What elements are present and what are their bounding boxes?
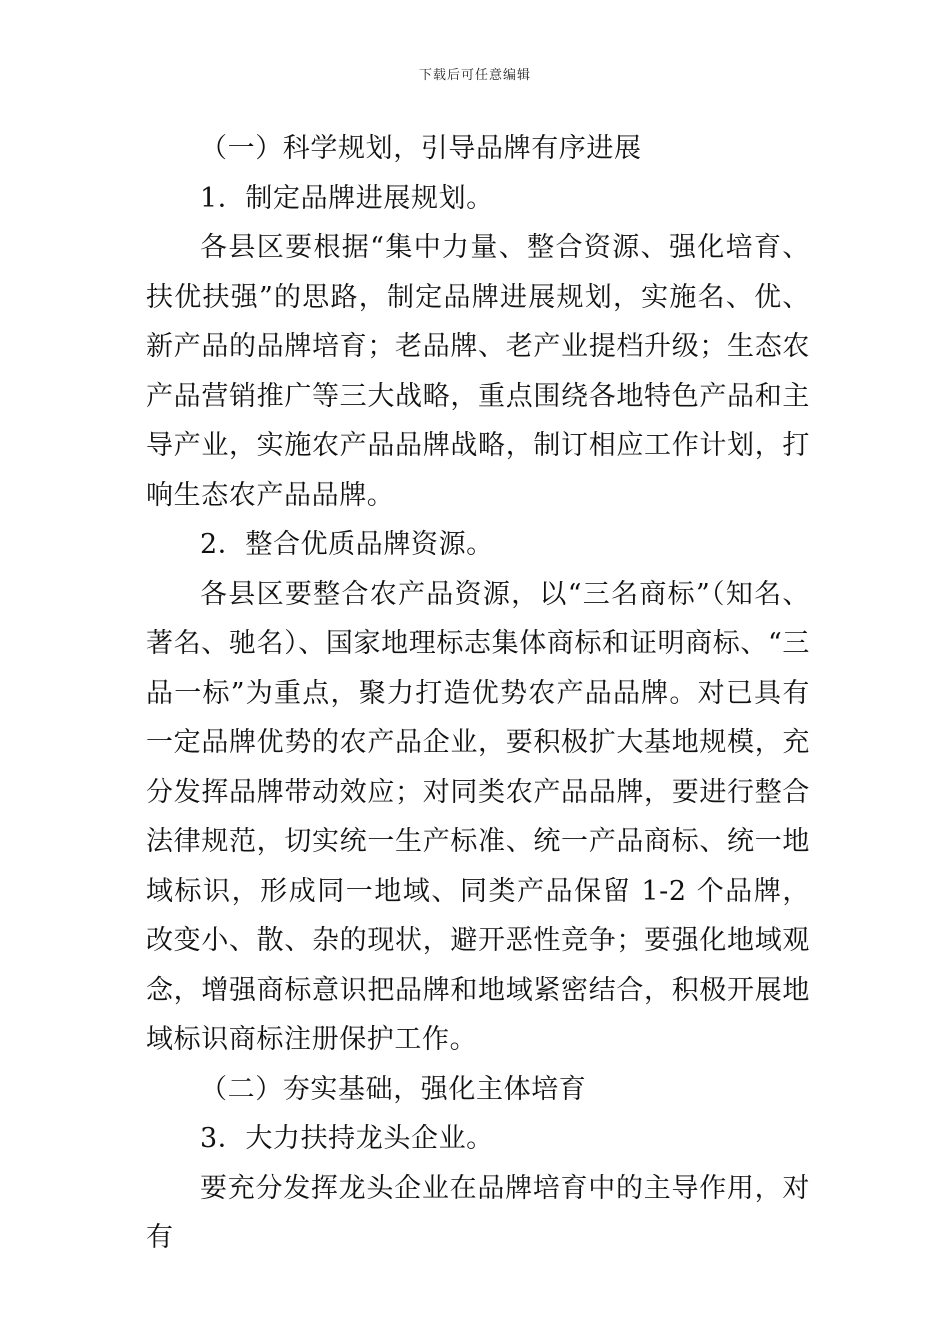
section-heading-1: （一）科学规划，引导品牌有序进展	[200, 133, 642, 164]
subheading-1: 1．制定品牌进展规划。	[200, 182, 494, 214]
subheading-3: 3．大力扶持龙头企业。	[200, 1123, 494, 1154]
document-body	[146, 124, 810, 1263]
paragraph-1: 各县区要根据“集中力量、整合资源、强化培育、扶优扶强”的思路，制定品牌进展规划，实施名、优、新产品的品牌培育；老品牌、老产业提档升级；生态农产品营销推广等三大战略，重点围绕各地特色产品和主导产业，实施农产品品牌战略，制订相应工作计划，打响生态农产品品牌。	[146, 232, 810, 511]
header-note: 下载后可任意编辑	[418, 68, 531, 83]
paragraph-2: 各县区要整合农产品资源，以“三名商标”（知名、著名、驰名）、国家地理标志集体商标和证明商标、“三品一标”为重点，聚力打造优势农产品品牌。对已具有一定品牌优势的农产品企业，要积极扩大基地规模，充分发挥品牌带动效应；对同类农产品品牌，要进行整合法律规范，切实统一生产标准、统一产品商标、统一地域标识，形成同一地域、同类产品保留 1-2 个品牌，改变小、散、杂的现状，避开恶性竞争；要强化地域观念，增强商标意识把品牌和地域紧密结合，积极开展地域标识商标注册保护工作。	[146, 578, 810, 1055]
paragraph-3: 要充分发挥龙头企业在品牌培育中的主导作用，对有	[146, 1172, 810, 1253]
section-heading-2: （二）夯实基础，强化主体培育	[200, 1073, 587, 1105]
subheading-2: 2．整合优质品牌资源。	[200, 529, 494, 560]
